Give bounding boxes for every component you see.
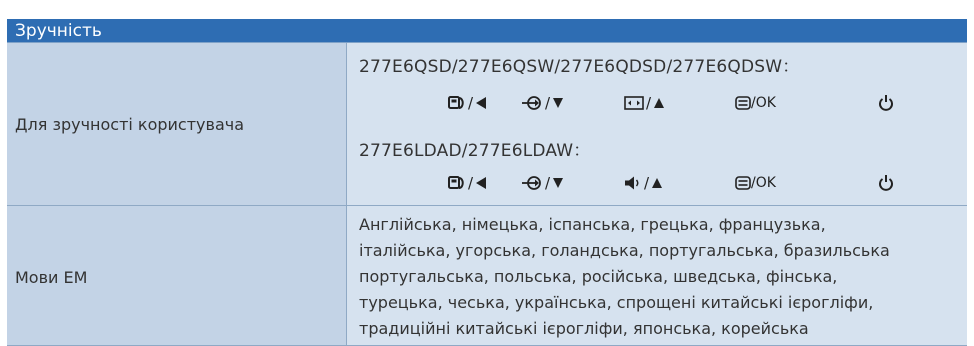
row-label: [7, 206, 347, 345]
languages-list: [359, 212, 959, 342]
menu-control: [735, 90, 776, 116]
smartimage-control: [448, 170, 487, 196]
up-triangle-icon: [653, 97, 665, 109]
languages-line: турецька, чеська, українська, спрощені китайські ієрогліфи,: [359, 293, 874, 312]
separator: /: [644, 174, 650, 192]
model-list-1: 277E6QSD/277E6QSW/277E6QDSD/277E6QDSW：: [359, 57, 800, 77]
spec-table: [7, 19, 967, 338]
row-label-text: Для зручності користувача: [15, 114, 245, 134]
smartimage-icon: [448, 175, 466, 191]
languages-line: Англійська, німецька, іспанська, грецька, французька,: [359, 215, 826, 234]
ok-label: /OK: [751, 175, 776, 191]
languages-line: португальська, польська, російська, шведська, фінська,: [359, 267, 838, 286]
row-label-text: Мови ЕМ: [15, 268, 88, 287]
separator: /: [545, 94, 551, 112]
down-triangle-icon: [552, 97, 564, 109]
row-label: [7, 43, 347, 205]
volume-icon: [624, 175, 642, 191]
up-triangle-icon: [651, 177, 663, 189]
separator: /: [545, 174, 551, 192]
input-icon: [521, 175, 543, 191]
input-icon: [521, 95, 543, 111]
separator: /: [468, 94, 474, 112]
input-control: [521, 90, 564, 116]
table-row-languages: [7, 206, 967, 346]
aspect-ratio-icon: [624, 96, 644, 110]
power-icon: [878, 174, 894, 192]
languages-line: традиційні китайські ієрогліфи, японська, корейська: [359, 319, 809, 338]
menu-icon: [735, 96, 751, 110]
power-icon: [878, 94, 894, 112]
row-value: [347, 206, 967, 345]
menu-control: [735, 170, 776, 196]
left-triangle-icon: [475, 176, 487, 190]
power-control: [878, 90, 894, 116]
volume-control: [624, 170, 663, 196]
languages-line: італійська, угорська, голандська, португальська, бразильська: [359, 241, 890, 260]
left-triangle-icon: [475, 96, 487, 110]
table-row-convenience: [7, 43, 967, 206]
smartimage-control: [448, 90, 487, 116]
smartimage-icon: [448, 95, 466, 111]
separator: /: [646, 94, 652, 112]
model-list-2: 277E6LDAD/277E6LDAW：: [359, 141, 591, 161]
menu-icon: [735, 176, 751, 190]
power-control: [878, 170, 894, 196]
separator: /: [468, 174, 474, 192]
down-triangle-icon: [552, 177, 564, 189]
row-value: [347, 43, 967, 205]
section-header: Зручність: [7, 19, 967, 43]
input-control: [521, 170, 564, 196]
control-buttons-group-1: [347, 90, 967, 116]
control-buttons-group-2: [347, 170, 967, 196]
aspect-control: [624, 90, 665, 116]
ok-label: /OK: [751, 95, 776, 111]
